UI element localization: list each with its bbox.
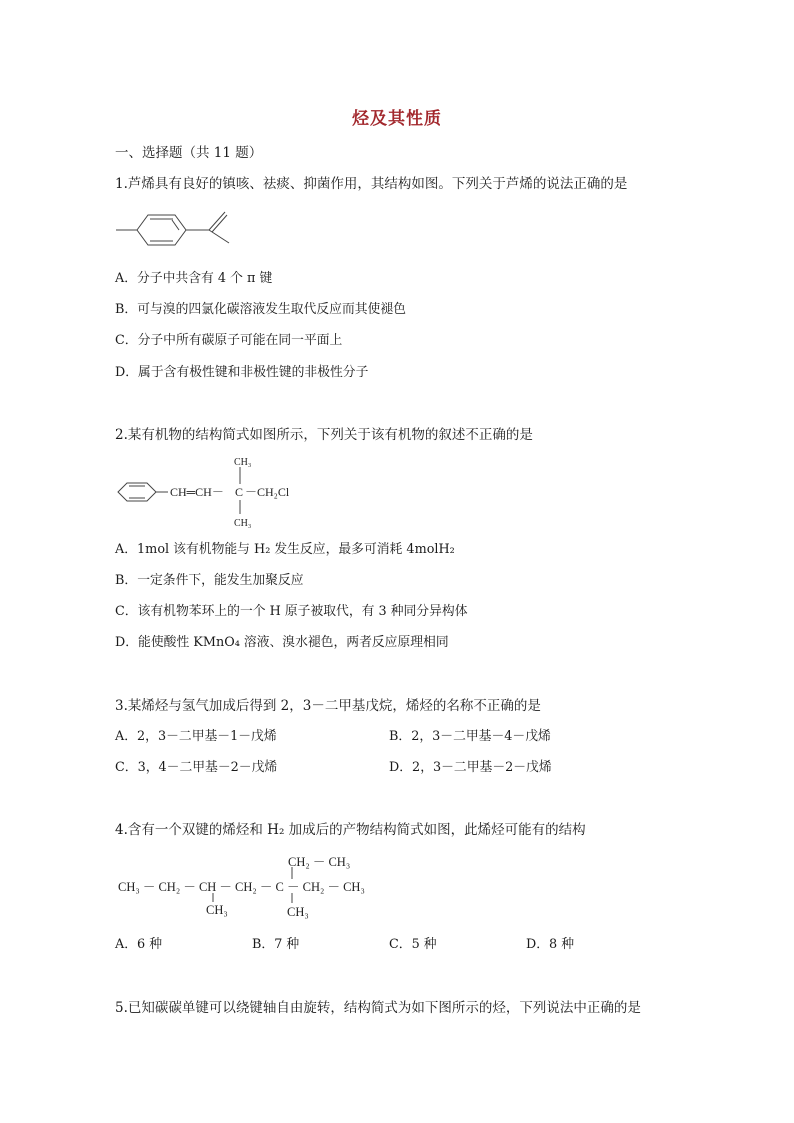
section-heading: 一、选择题（共 11 题） [115, 145, 263, 161]
question-1-structure-diagram [113, 210, 238, 250]
q2-bottom-methyl: CH₃ [234, 518, 252, 529]
question-4-structure-diagram [116, 850, 396, 925]
q4-bottom-branch-2: CH₃ [287, 905, 309, 919]
question-4-option-a: A．6 种 [115, 937, 163, 952]
question-1-option-b: B．可与溴的四氯化碳溶液发生取代反应而其使褪色 [115, 302, 406, 317]
question-1-option-c: C．分子中所有碳原子可能在同一平面上 [115, 333, 343, 348]
question-2-option-a: A．1mol 该有机物能与 H₂ 发生反应，最多可消耗 4molH₂ [115, 542, 455, 557]
q2-chain-part2: －CH₂Cl [245, 485, 290, 499]
question-3-option-b: B．2，3－二甲基－4－戊烯 [389, 729, 551, 744]
q4-bottom-branch-1: CH₃ [206, 903, 228, 917]
q2-center-carbon: C [235, 485, 244, 499]
question-4-option-c: C．5 种 [389, 937, 437, 952]
question-2-option-d: D．能使酸性 KMnO₄ 溶液、溴水褪色，两者反应原理相同 [115, 635, 449, 650]
question-3-option-a: A．2，3－二甲基－1－戊烯 [115, 729, 277, 744]
question-1-option-d: D．属于含有极性键和非极性键的非极性分子 [115, 365, 369, 380]
question-3-stem: 3.某烯烃与氢气加成后得到 2，3－二甲基戊烷，烯烃的名称不正确的是 [115, 698, 541, 714]
question-2-option-c: C．该有机物苯环上的一个 H 原子被取代，有 3 种同分异构体 [115, 604, 468, 619]
question-2-structure-diagram [115, 452, 305, 532]
q4-main-chain: CH₃ － CH₂ － CH － CH₂ － C － CH₂ － CH₃ [118, 880, 365, 894]
question-1-stem: 1.芦烯具有良好的镇咳、祛痰、抑菌作用，其结构如图。下列关于芦烯的说法正确的是 [115, 176, 628, 192]
q4-top-branch: CH₂ － CH₃ [288, 855, 351, 869]
question-2-option-b: B．一定条件下，能发生加聚反应 [115, 573, 304, 588]
question-3-option-c: C．3，4－二甲基－2－戊烯 [115, 760, 278, 775]
question-4-option-b: B．7 种 [252, 937, 300, 952]
page-title: 烃及其性质 [352, 109, 442, 129]
question-5-stem: 5.已知碳碳单键可以绕键轴自由旋转，结构简式为如下图所示的烃，下列说法中正确的是 [115, 1000, 641, 1016]
question-1-option-a: A．分子中共含有 4 个 π 键 [115, 271, 273, 286]
q2-chain-part1: CH═CH－ [170, 485, 224, 499]
question-4-option-d: D．8 种 [526, 937, 575, 952]
q2-top-methyl: CH₃ [234, 457, 252, 468]
question-3-option-d: D．2，3－二甲基－2－戊烯 [389, 760, 552, 775]
question-2-stem: 2.某有机物的结构简式如图所示，下列关于该有机物的叙述不正确的是 [115, 427, 533, 443]
question-4-stem: 4.含有一个双键的烯烃和 H₂ 加成后的产物结构简式如图，此烯烃可能有的结构 [115, 822, 586, 838]
